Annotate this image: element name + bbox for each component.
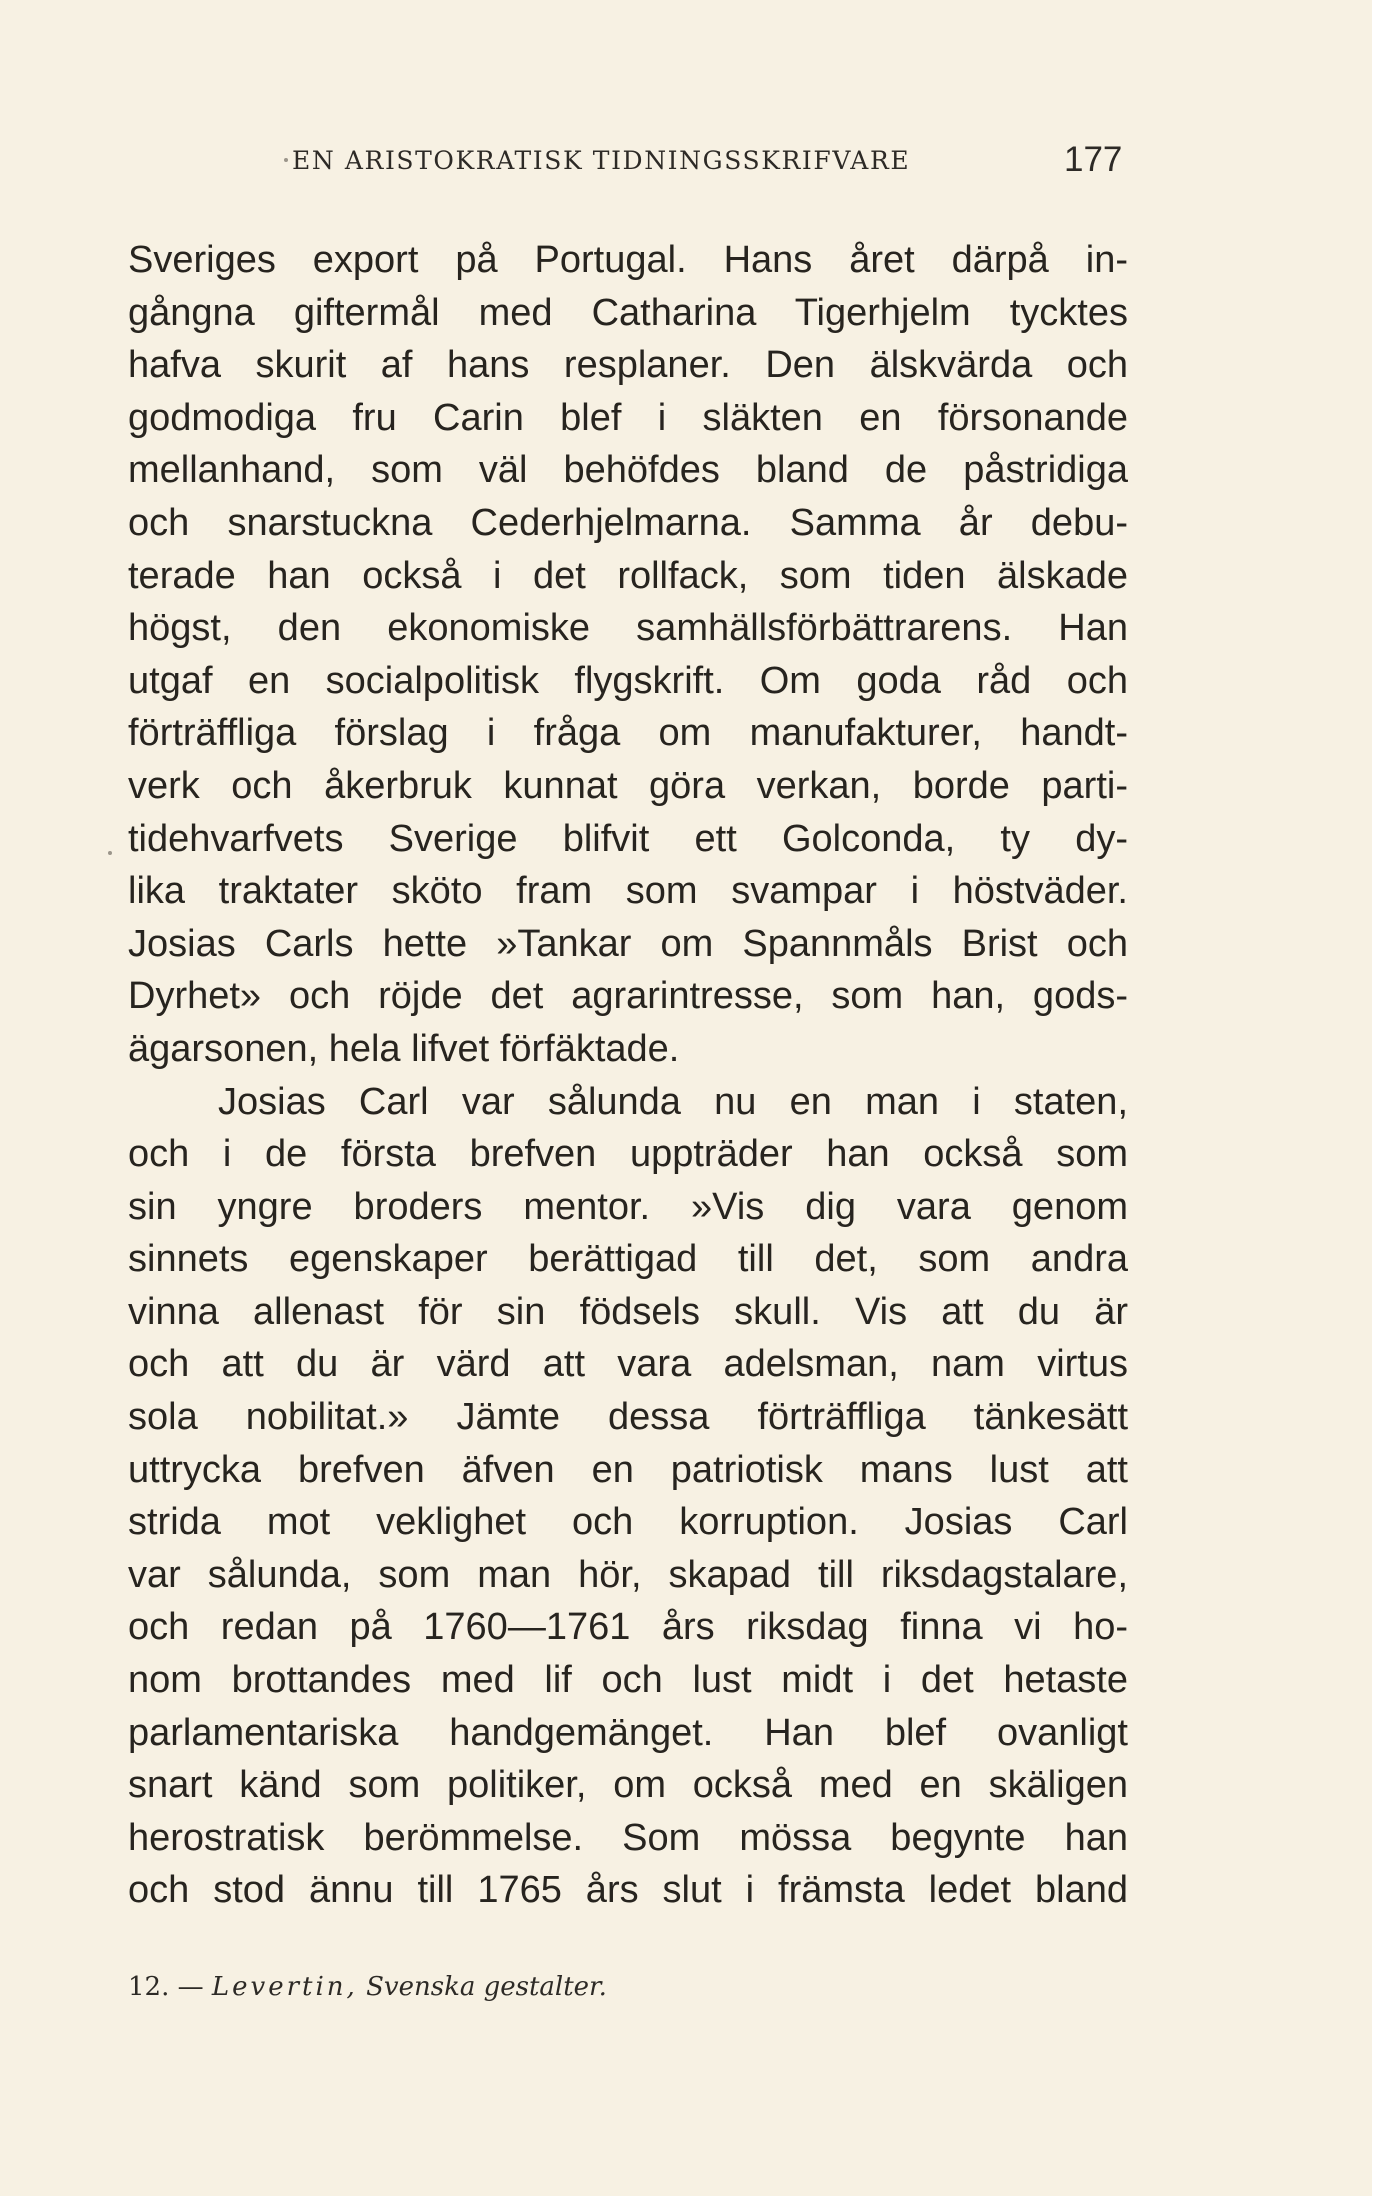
text-line: var sålunda, som man hör, skapad till riksdagstalare, bbox=[128, 1553, 1128, 1596]
text-line: verk och åkerbruk kunnat göra verkan, borde parti- bbox=[128, 764, 1128, 807]
text-line: utgaf en socialpolitisk flygskrift. Om goda råd och bbox=[128, 659, 1128, 702]
text-line: förträffliga förslag i fråga om manufakturer, handt- bbox=[128, 712, 1128, 755]
text-line: ägarsonen, hela lifvet förfäktade. bbox=[128, 1027, 680, 1070]
text-line: och att du är värd att vara adelsman, nam virtus bbox=[128, 1343, 1128, 1386]
signature-mark: 12. bbox=[128, 1972, 170, 2002]
scan-edge bbox=[1372, 0, 1384, 2196]
text-line: sinnets egenskaper berättigad till det, som andra bbox=[128, 1238, 1128, 1281]
signature-dash: — bbox=[177, 1972, 204, 2002]
body-text bbox=[128, 234, 1128, 1917]
text-line: parlamentariska handgemänget. Han blef ovanligt bbox=[128, 1711, 1128, 1754]
text-line: och i de första brefven uppträder han också som bbox=[128, 1133, 1128, 1176]
running-head: EN ARISTOKRATISK TIDNINGSSKRIFVARE bbox=[292, 146, 911, 175]
text-line: hafva skurit af hans resplaner. Den älskvärda och bbox=[128, 344, 1128, 387]
text-line: gångna giftermål med Catharina Tigerhjelm tycktes bbox=[128, 291, 1128, 334]
text-line: terade han också i det rollfack, som tiden älskade bbox=[128, 554, 1128, 597]
speck-mark bbox=[284, 158, 288, 162]
text-line: nom brottandes med lif och lust midt i det hetaste bbox=[128, 1659, 1128, 1702]
text-line: högst, den ekonomiske samhällsförbättrarens. Han bbox=[128, 607, 1128, 650]
text-line: tidehvarfvets Sverige blifvit ett Golconda, ty dy- bbox=[128, 817, 1128, 860]
text-line: herostratisk berömmelse. Som mössa begynte han bbox=[128, 1816, 1128, 1859]
speck-mark bbox=[108, 851, 112, 855]
text-line: och stod ännu till 1765 års slut i främsta ledet bland bbox=[128, 1869, 1128, 1912]
text-line: mellanhand, som väl behöfdes bland de påstridiga bbox=[128, 449, 1128, 492]
text-line: Josias Carls hette »Tankar om Spannmåls Brist och bbox=[128, 922, 1128, 965]
text-line: vinna allenast för sin födsels skull. Vis att du är bbox=[128, 1290, 1128, 1333]
page-number: 177 bbox=[1064, 140, 1123, 179]
text-line: Dyrhet» och röjde det agrarintresse, som han, gods- bbox=[128, 975, 1128, 1018]
text-line: och snarstuckna Cederhjelmarna. Samma år debu- bbox=[128, 501, 1128, 544]
text-line: sola nobilitat.» Jämte dessa förträffliga tänkesätt bbox=[128, 1396, 1128, 1439]
text-line: godmodiga fru Carin blef i släkten en försonande bbox=[128, 396, 1128, 439]
text-line: Sveriges export på Portugal. Hans året därpå in- bbox=[128, 239, 1128, 281]
text-line: uttrycka brefven äfven en patriotisk mans lust att bbox=[128, 1448, 1128, 1491]
text-line: och redan på 1760—1761 års riksdag finna vi ho- bbox=[128, 1606, 1128, 1649]
text-line: sin yngre broders mentor. »Vis dig vara genom bbox=[128, 1185, 1128, 1228]
text-line: Josias Carl var sålunda nu en man i staten, bbox=[218, 1080, 1128, 1123]
signature-title: Svenska gestalter. bbox=[366, 1972, 607, 2002]
text-line: strida mot veklighet och korruption. Josias Carl bbox=[128, 1501, 1128, 1544]
text-line: snart känd som politiker, om också med en skäligen bbox=[128, 1764, 1128, 1807]
signature-author: Levertin, bbox=[211, 1972, 358, 2002]
signature-footer bbox=[128, 1972, 607, 2002]
text-line: lika traktater sköto fram som svampar i höstväder. bbox=[128, 870, 1128, 913]
